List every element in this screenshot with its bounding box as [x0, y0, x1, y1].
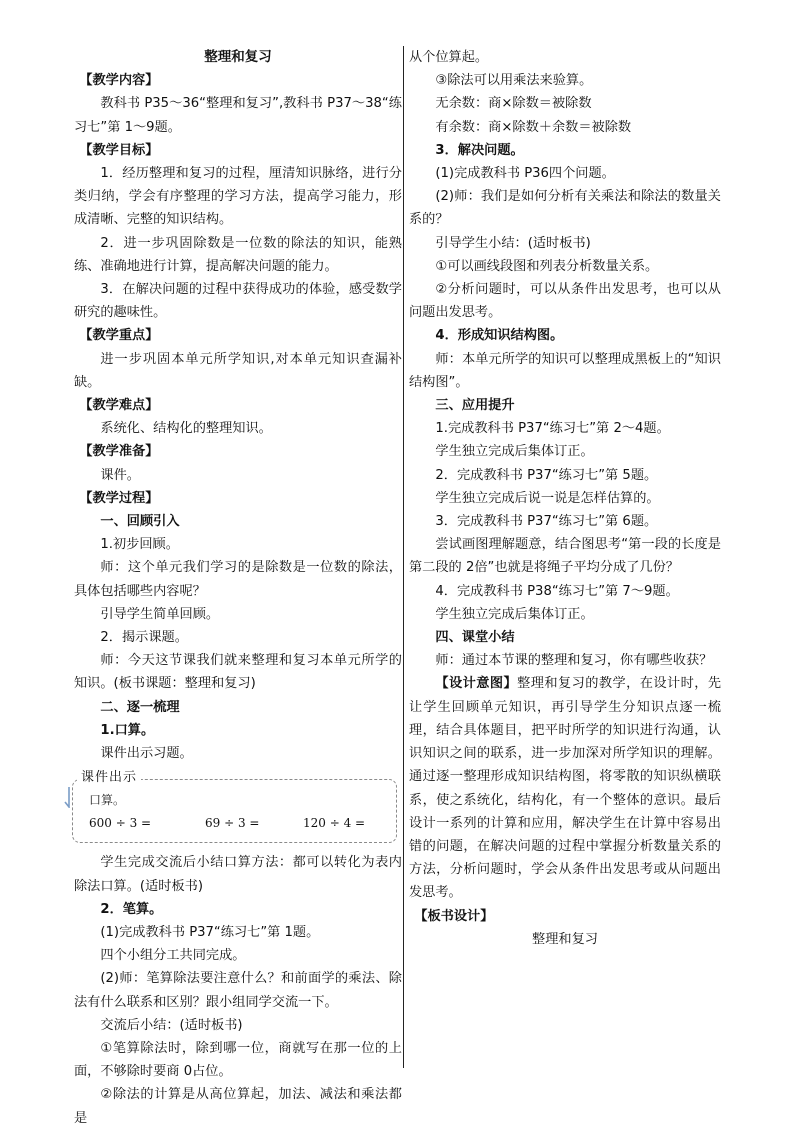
right-line-19: 4．完成教科书 P38“练习七”第 7～9题。 — [435, 583, 679, 599]
goal-1: 1．经历整理和复习的过程，厘清知识脉络，进行分类归纳，学会有序整理的学习方法，提高学习能力，形成清晰、完整的知识结构。 — [74, 166, 402, 228]
section-4-heading: 四、课堂小结 — [435, 630, 515, 646]
section-2-item-6: 四个小组分工共同完成。 — [100, 948, 246, 964]
lesson-title: 整理和复习 — [204, 49, 272, 65]
goal-2: 2．进一步巩固除数是一位数的除法的知识，能熟练、准确地进行计算，提高解决问题的能力。 — [74, 235, 402, 274]
problem-2: 69 ÷ 3 = — [205, 816, 260, 831]
right-line-7: (2)师：我们是如何分析有关乘法和除法的数量关系的？ — [409, 189, 721, 228]
section-1-item-3: 引导学生简单回顾。 — [100, 606, 220, 622]
heading-process: 【教学过程】 — [79, 490, 159, 506]
right-line-20: 学生独立完成后集体订正。 — [435, 606, 594, 622]
section-2-item-3: 学生完成交流后小结口算方法：都可以转化为表内除法口算。(适时板书) — [74, 855, 402, 894]
heading-board-design: 【板书设计】 — [414, 908, 494, 924]
section-2-item-9: ①笔算除法时，除到哪一位，商就写在那一位的上面，不够除时要商 0占位。 — [74, 1040, 402, 1080]
section-1-item-1: 1.初步回顾。 — [100, 537, 179, 553]
section-1-item-5: 师：今天这节课我们就来整理和复习本单元所学的知识。(板书课题：整理和复习) — [74, 653, 402, 692]
right-column — [409, 46, 721, 951]
right-line-9: ①可以画线段图和列表分析数量关系。 — [435, 258, 659, 274]
section-2-item-5: (1)完成教科书 P37“练习七”第 1题。 — [100, 924, 320, 940]
oral-calc-label: 口算。 — [89, 793, 126, 808]
heading-key-point: 【教学重点】 — [79, 328, 159, 344]
section-2-item-2: 课件出示习题。 — [100, 746, 193, 762]
right-line-17: 3．完成教科书 P37“练习七”第 6题。 — [435, 514, 658, 530]
heading-preparation: 【教学准备】 — [79, 444, 159, 460]
problem-1: 600 ÷ 3 = — [89, 816, 152, 831]
section-2-item-10: ②除法的计算是从高位算起，加法、减法和乘法都是 — [74, 1087, 402, 1126]
courseware-tag: 课件出示 — [77, 769, 141, 787]
difficulty-text: 系统化、结构化的整理知识。 — [100, 421, 272, 437]
heading-goals: 【教学目标】 — [79, 142, 159, 158]
right-line-14: 学生独立完成后集体订正。 — [435, 444, 594, 460]
design-intent-paragraph — [409, 672, 721, 904]
bookmark-icon — [62, 786, 71, 808]
right-line-2: ③除法可以用乘法来验算。 — [435, 73, 593, 89]
right-line-3: 无余数：商×除数＝被除数 — [435, 96, 592, 112]
right-line-13: 1.完成教科书 P37“练习七”第 2～4题。 — [435, 421, 670, 437]
section-1-item-4: 2．揭示课题。 — [100, 630, 188, 646]
oral-calc-heading: 1.口算。 — [100, 722, 155, 738]
design-intent-tag: 【设计意图】 — [435, 676, 518, 692]
board-design-title: 整理和复习 — [532, 931, 598, 947]
right-line-4: 有余数：商×除数＋余数＝被除数 — [435, 119, 632, 135]
right-line-12: 师：本单元所学的知识可以整理成黑板上的“知识结构图”。 — [409, 351, 721, 390]
goal-3: 3．在解决问题的过程中获得成功的体验，感受数学研究的趣味性。 — [74, 282, 402, 321]
section-2-item-8: 交流后小结：(适时板书) — [100, 1017, 243, 1033]
right-line-8: 引导学生小结：(适时板书) — [435, 235, 591, 251]
courseware-box — [72, 770, 397, 843]
design-intent-text: 整理和复习的教学，在设计时，先让学生回顾单元知识，再引导学生分知识点逐一梳理，结合具体题目，把平时所学的知识进行沟通，认识知识之间的联系，进一步加深对所学知识的理解。通过逐一整理形成知识结构图，将零散的知识纵横联系，使之系统化，结构化，有一个整体的意识。最后设计一系列的计算和应用，解决学生在计算中容易出错的问题，在解决问题的过程中掌握分析数量关系的方法，分析问题时，学会从条件出发思考或从问题出发思考。 — [409, 676, 722, 901]
section-3-heading: 三、应用提升 — [435, 398, 515, 414]
heading-difficulty: 【教学难点】 — [79, 398, 159, 414]
section-1-heading: 一、回顾引入 — [100, 514, 180, 530]
key-point-text: 进一步巩固本单元所学知识,对本单元知识查漏补缺。 — [74, 351, 402, 390]
right-line-15: 2．完成教科书 P37“练习七”第 5题。 — [435, 467, 658, 483]
right-line-18: 尝试画图理解题意，结合图思考“第一段的长度是第二段的 2倍”也就是将绳子平均分成了几份？ — [409, 537, 721, 576]
right-line-1: 从个位算起。 — [409, 50, 489, 65]
section-2-item-7: (2)师：笔算除法要注意什么？和前面学的乘法、除法有什么联系和区别？跟小组同学交流一下。 — [74, 971, 402, 1010]
section-2-heading: 二、逐一梳理 — [100, 699, 180, 715]
heading-content: 【教学内容】 — [79, 73, 159, 89]
content-text: 教科书 P35～36“整理和复习”,教科书 P37～38“练习七”第 1～9题。 — [74, 96, 402, 135]
structure-chart-heading: 4．形成知识结构图。 — [435, 328, 564, 344]
preparation-text: 课件。 — [100, 467, 140, 483]
right-line-16: 学生独立完成后说一说是怎样估算的。 — [435, 490, 660, 506]
problem-3: 120 ÷ 4 = — [303, 816, 366, 831]
right-line-21: 师：通过本节课的整理和复习，你有哪些收获？ — [435, 653, 713, 669]
right-line-10: ②分析问题时，可以从条件出发思考，也可以从问题出发思考。 — [409, 282, 721, 321]
right-line-6: (1)完成教科书 P36四个问题。 — [435, 166, 615, 182]
column-divider — [403, 46, 404, 1068]
left-column — [74, 46, 402, 1130]
solve-problems-heading: 3．解决问题。 — [435, 142, 524, 158]
written-calc-heading: 2．笔算。 — [100, 901, 163, 917]
section-1-item-2: 师：这个单元我们学习的是除数是一位数的除法，具体包括哪些内容呢？ — [74, 560, 402, 599]
